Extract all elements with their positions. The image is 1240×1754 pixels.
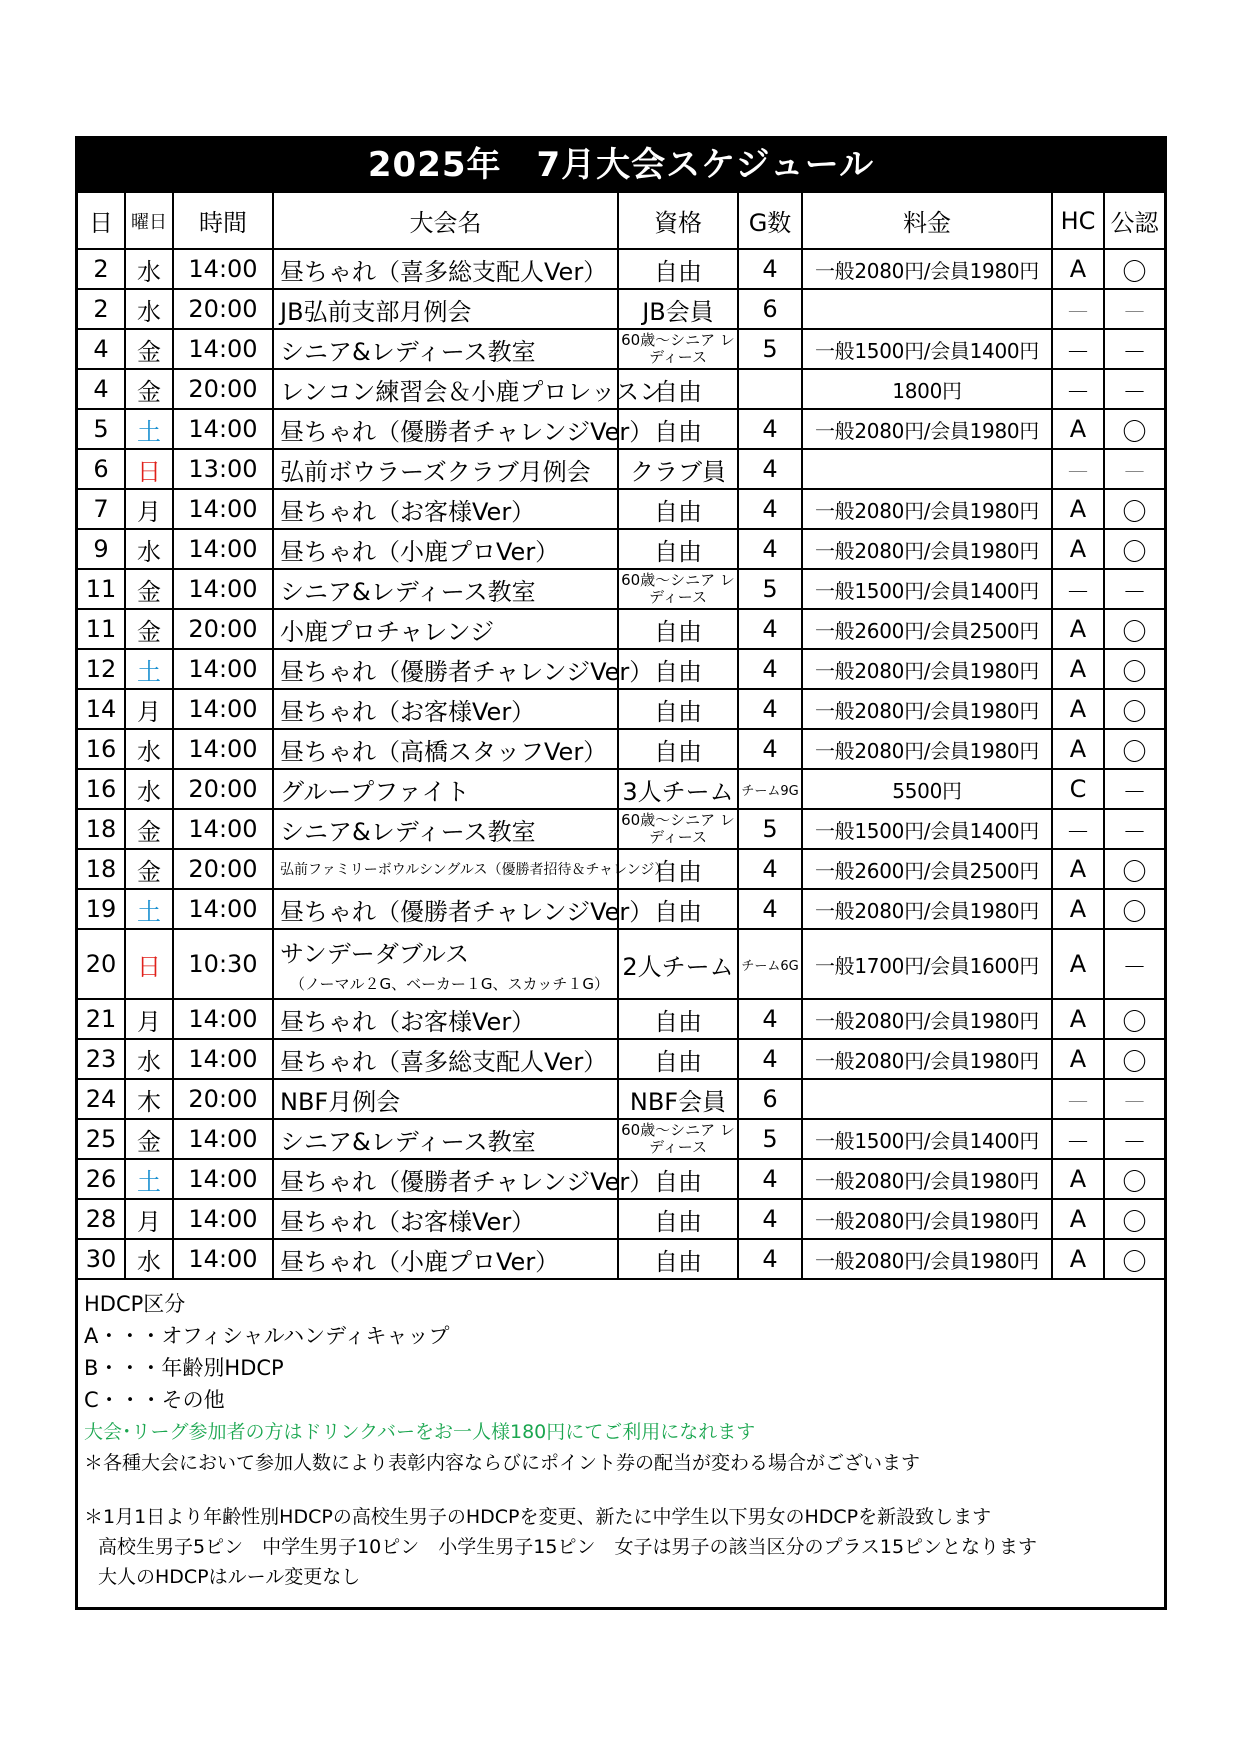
table-row: [78, 849, 1164, 889]
cell-day: 5: [78, 409, 125, 449]
schedule-frame: [75, 136, 1167, 1610]
cell-qualification: 自由: [618, 1199, 738, 1239]
cell-hc: A: [1052, 1199, 1104, 1239]
cell-games: 4: [738, 609, 802, 649]
cell-fee: 一般2080円/会員1980円: [802, 409, 1052, 449]
cell-games: 5: [738, 809, 802, 849]
cell-fee: 一般2600円/会員2500円: [802, 609, 1052, 649]
hdcp-change-note: ＊1月1日より年齢性別HDCPの高校生男子のHDCPを変更、新たに中学生以下男女のHDCPを新設致します: [84, 1506, 992, 1528]
cell-official: 〇: [1104, 249, 1164, 289]
cell-qualification: 60歳～シニア レディース: [618, 329, 738, 369]
table-row: [78, 809, 1164, 849]
header-event-name: 大会名: [273, 192, 618, 249]
table-row: [78, 689, 1164, 729]
hdcp-heading: HDCP区分: [84, 1292, 186, 1316]
cell-time: 13:00: [173, 449, 273, 489]
cell-weekday: 日: [125, 929, 173, 999]
drink-bar-note: 大会･リーグ参加者の方はドリンクバーをお一人様180円にてご利用になれます: [84, 1421, 756, 1443]
header-day: 日: [78, 192, 125, 249]
table-row: [78, 449, 1164, 489]
cell-official: －: [1104, 809, 1164, 849]
hdcp-b: B・・・年齢別HDCP: [84, 1356, 284, 1380]
cell-official: －: [1104, 1079, 1164, 1119]
cell-event-name: シニア&レディース教室: [273, 569, 618, 609]
cell-day: 30: [78, 1239, 125, 1279]
cell-fee: 一般1500円/会員1400円: [802, 569, 1052, 609]
hdcp-a: A・・・オフィシャルハンディキャップ: [84, 1324, 450, 1348]
table-row: [78, 999, 1164, 1039]
cell-fee: 一般2080円/会員1980円: [802, 489, 1052, 529]
schedule-table: [78, 191, 1164, 1280]
table-row: [78, 1239, 1164, 1279]
cell-weekday: 水: [125, 729, 173, 769]
cell-official: 〇: [1104, 1039, 1164, 1079]
cell-fee: 一般2080円/会員1980円: [802, 999, 1052, 1039]
cell-hc: －: [1052, 809, 1104, 849]
table-row: [78, 1119, 1164, 1159]
header-fee: 料金: [802, 192, 1052, 249]
cell-qualification: 60歳～シニア レディース: [618, 1119, 738, 1159]
cell-fee: 一般1500円/会員1400円: [802, 809, 1052, 849]
table-row: [78, 529, 1164, 569]
cell-weekday: 土: [125, 889, 173, 929]
cell-qualification: 自由: [618, 529, 738, 569]
cell-games: 4: [738, 999, 802, 1039]
table-row: [78, 1079, 1164, 1119]
cell-games: 4: [738, 849, 802, 889]
cell-event-name: シニア&レディース教室: [273, 809, 618, 849]
cell-event-name: 昼ちゃれ（お客様Ver）: [273, 689, 618, 729]
cell-time: 14:00: [173, 689, 273, 729]
table-row: [78, 1039, 1164, 1079]
cell-time: 14:00: [173, 1159, 273, 1199]
cell-day: 20: [78, 929, 125, 999]
cell-fee: [802, 449, 1052, 489]
cell-day: 18: [78, 809, 125, 849]
cell-hc: －: [1052, 369, 1104, 409]
cell-event-name: グループファイト: [273, 769, 618, 809]
cell-hc: A: [1052, 1159, 1104, 1199]
cell-day: 19: [78, 889, 125, 929]
cell-official: 〇: [1104, 889, 1164, 929]
cell-weekday: 月: [125, 1199, 173, 1239]
cell-qualification: クラブ員: [618, 449, 738, 489]
cell-weekday: 水: [125, 769, 173, 809]
cell-weekday: 金: [125, 849, 173, 889]
cell-official: －: [1104, 1119, 1164, 1159]
cell-hc: C: [1052, 769, 1104, 809]
cell-qualification: 自由: [618, 489, 738, 529]
cell-weekday: 木: [125, 1079, 173, 1119]
cell-hc: －: [1052, 1119, 1104, 1159]
cell-fee: 5500円: [802, 769, 1052, 809]
cell-games: 4: [738, 889, 802, 929]
header-official: 公認: [1104, 192, 1164, 249]
cell-day: 18: [78, 849, 125, 889]
cell-event-name: NBF月例会: [273, 1079, 618, 1119]
cell-fee: 一般1700円/会員1600円: [802, 929, 1052, 999]
cell-official: －: [1104, 329, 1164, 369]
cell-time: 20:00: [173, 609, 273, 649]
cell-day: 24: [78, 1079, 125, 1119]
cell-time: 20:00: [173, 1079, 273, 1119]
cell-official: －: [1104, 289, 1164, 329]
cell-event-name: シニア&レディース教室: [273, 1119, 618, 1159]
cell-weekday: 金: [125, 329, 173, 369]
cell-official: 〇: [1104, 729, 1164, 769]
cell-day: 9: [78, 529, 125, 569]
table-row: [78, 329, 1164, 369]
cell-hc: －: [1052, 289, 1104, 329]
cell-games: 4: [738, 1239, 802, 1279]
cell-time: 20:00: [173, 849, 273, 889]
cell-official: 〇: [1104, 649, 1164, 689]
cell-games: 4: [738, 409, 802, 449]
cell-weekday: 土: [125, 1159, 173, 1199]
table-row: [78, 249, 1164, 289]
cell-time: 14:00: [173, 529, 273, 569]
cell-official: 〇: [1104, 1239, 1164, 1279]
cell-event-name: 昼ちゃれ（小鹿プロVer）: [273, 529, 618, 569]
hdcp-c: C・・・その他: [84, 1388, 225, 1412]
cell-games: チーム6G: [738, 929, 802, 999]
cell-hc: －: [1052, 329, 1104, 369]
cell-qualification: 3人チーム: [618, 769, 738, 809]
table-row: [78, 769, 1164, 809]
cell-event-name: 小鹿プロチャレンジ: [273, 609, 618, 649]
cell-time: 14:00: [173, 729, 273, 769]
table-row: [78, 609, 1164, 649]
cell-weekday: 金: [125, 609, 173, 649]
cell-fee: 一般1500円/会員1400円: [802, 329, 1052, 369]
cell-time: 14:00: [173, 649, 273, 689]
cell-time: 14:00: [173, 809, 273, 849]
cell-official: 〇: [1104, 609, 1164, 649]
cell-weekday: 水: [125, 1239, 173, 1279]
cell-hc: A: [1052, 249, 1104, 289]
cell-qualification: 自由: [618, 369, 738, 409]
cell-qualification: 自由: [618, 1239, 738, 1279]
cell-official: 〇: [1104, 1199, 1164, 1239]
cell-weekday: 月: [125, 489, 173, 529]
cell-games: 4: [738, 529, 802, 569]
cell-event-name: シニア&レディース教室: [273, 329, 618, 369]
cell-qualification: 自由: [618, 249, 738, 289]
cell-event-name: 昼ちゃれ（優勝者チャレンジVer）: [273, 409, 618, 449]
cell-games: 4: [738, 1159, 802, 1199]
cell-hc: －: [1052, 1079, 1104, 1119]
table-row: [78, 289, 1164, 329]
cell-event-name: 昼ちゃれ（喜多総支配人Ver）: [273, 1039, 618, 1079]
cell-event-name: JB弘前支部月例会: [273, 289, 618, 329]
cell-qualification: 自由: [618, 889, 738, 929]
cell-time: 20:00: [173, 769, 273, 809]
cell-day: 26: [78, 1159, 125, 1199]
cell-weekday: 土: [125, 649, 173, 689]
cell-weekday: 水: [125, 289, 173, 329]
cell-qualification: 60歳～シニア レディース: [618, 569, 738, 609]
cell-event-name: 昼ちゃれ（優勝者チャレンジVer）: [273, 1159, 618, 1199]
cell-event-name: サンデーダブルス （ノーマル２G、ベーカー１G、スカッチ１G）: [273, 929, 618, 999]
cell-fee: 1800円: [802, 369, 1052, 409]
cell-day: 4: [78, 329, 125, 369]
cell-games: 6: [738, 1079, 802, 1119]
cell-games: 5: [738, 569, 802, 609]
cell-fee: [802, 1079, 1052, 1119]
cell-event-name: 昼ちゃれ（優勝者チャレンジVer）: [273, 649, 618, 689]
cell-weekday: 月: [125, 999, 173, 1039]
table-row: [78, 369, 1164, 409]
cell-day: 11: [78, 569, 125, 609]
table-row: [78, 649, 1164, 689]
cell-weekday: 金: [125, 369, 173, 409]
cell-weekday: 土: [125, 409, 173, 449]
cell-weekday: 金: [125, 809, 173, 849]
cell-fee: 一般2080円/会員1980円: [802, 529, 1052, 569]
cell-event-name: 昼ちゃれ（お客様Ver）: [273, 999, 618, 1039]
cell-event-name: 昼ちゃれ（小鹿プロVer）: [273, 1239, 618, 1279]
cell-qualification: 自由: [618, 1159, 738, 1199]
hdcp-adult-note: 大人のHDCPはルール変更なし: [98, 1566, 361, 1588]
cell-day: 16: [78, 769, 125, 809]
cell-weekday: 金: [125, 1119, 173, 1159]
cell-qualification: 自由: [618, 609, 738, 649]
cell-official: －: [1104, 369, 1164, 409]
cell-event-name: 弘前ボウラーズクラブ月例会: [273, 449, 618, 489]
notes-section: [78, 1280, 1164, 1592]
cell-qualification: 自由: [618, 729, 738, 769]
cell-time: 14:00: [173, 889, 273, 929]
table-row: [78, 729, 1164, 769]
cell-event-name: 昼ちゃれ（高橋スタッフVer）: [273, 729, 618, 769]
cell-games: 4: [738, 649, 802, 689]
cell-weekday: 月: [125, 689, 173, 729]
cell-event-name: レンコン練習会＆小鹿プロレッスン: [273, 369, 618, 409]
cell-time: 14:00: [173, 249, 273, 289]
cell-fee: 一般2080円/会員1980円: [802, 1159, 1052, 1199]
cell-day: 21: [78, 999, 125, 1039]
cell-fee: 一般2080円/会員1980円: [802, 729, 1052, 769]
cell-games: 4: [738, 729, 802, 769]
cell-day: 25: [78, 1119, 125, 1159]
hdcp-change-detail: 高校生男子5ピン 中学生男子10ピン 小学生男子15ピン 女子は男子の該当区分のプラス15ピンとなります: [98, 1536, 1038, 1558]
table-row: [78, 569, 1164, 609]
cell-games: 4: [738, 489, 802, 529]
cell-qualification: 自由: [618, 409, 738, 449]
cell-games: 4: [738, 1039, 802, 1079]
cell-day: 16: [78, 729, 125, 769]
cell-event-name: 昼ちゃれ（お客様Ver）: [273, 1199, 618, 1239]
cell-games: 4: [738, 689, 802, 729]
cell-fee: 一般2080円/会員1980円: [802, 689, 1052, 729]
table-row: [78, 489, 1164, 529]
cell-qualification: 自由: [618, 849, 738, 889]
cell-day: 4: [78, 369, 125, 409]
cell-games: 5: [738, 1119, 802, 1159]
cell-fee: 一般2080円/会員1980円: [802, 649, 1052, 689]
cell-day: 14: [78, 689, 125, 729]
header-time: 時間: [173, 192, 273, 249]
header-weekday: 曜日: [125, 192, 173, 249]
cell-day: 2: [78, 249, 125, 289]
cell-official: 〇: [1104, 1159, 1164, 1199]
cell-official: －: [1104, 769, 1164, 809]
cell-hc: A: [1052, 489, 1104, 529]
cell-games: 4: [738, 1199, 802, 1239]
cell-weekday: 水: [125, 529, 173, 569]
header-hc: HC: [1052, 192, 1104, 249]
cell-qualification: 2人チーム: [618, 929, 738, 999]
cell-qualification: 60歳～シニア レディース: [618, 809, 738, 849]
table-row: [78, 929, 1164, 999]
cell-fee: 一般2080円/会員1980円: [802, 889, 1052, 929]
cell-hc: A: [1052, 929, 1104, 999]
cell-official: 〇: [1104, 689, 1164, 729]
cell-fee: 一般1500円/会員1400円: [802, 1119, 1052, 1159]
cell-fee: [802, 289, 1052, 329]
cell-event-subtitle: （ノーマル２G、ベーカー１G、スカッチ１G）: [290, 975, 609, 993]
cell-time: 14:00: [173, 329, 273, 369]
cell-official: －: [1104, 449, 1164, 489]
cell-qualification: 自由: [618, 689, 738, 729]
cell-event-name: 昼ちゃれ（喜多総支配人Ver）: [273, 249, 618, 289]
cell-weekday: 日: [125, 449, 173, 489]
cell-fee: 一般2080円/会員1980円: [802, 249, 1052, 289]
cell-day: 7: [78, 489, 125, 529]
cell-time: 14:00: [173, 1239, 273, 1279]
cell-official: 〇: [1104, 849, 1164, 889]
cell-hc: A: [1052, 729, 1104, 769]
cell-official: 〇: [1104, 529, 1164, 569]
header-games: G数: [738, 192, 802, 249]
cell-games: 4: [738, 449, 802, 489]
award-note: ＊各種大会において参加人数により表彰内容ならびにポイント券の配当が変わる場合がございます: [84, 1452, 921, 1474]
cell-day: 12: [78, 649, 125, 689]
table-header-row: [78, 192, 1164, 249]
cell-hc: A: [1052, 409, 1104, 449]
cell-fee: 一般2080円/会員1980円: [802, 1239, 1052, 1279]
cell-games: 4: [738, 249, 802, 289]
cell-qualification: JB会員: [618, 289, 738, 329]
cell-hc: A: [1052, 649, 1104, 689]
cell-games: チーム9G: [738, 769, 802, 809]
cell-official: 〇: [1104, 409, 1164, 449]
cell-hc: －: [1052, 449, 1104, 489]
cell-time: 14:00: [173, 1119, 273, 1159]
cell-official: －: [1104, 569, 1164, 609]
table-row: [78, 1199, 1164, 1239]
table-body: [78, 249, 1164, 1279]
cell-time: 10:30: [173, 929, 273, 999]
cell-hc: A: [1052, 609, 1104, 649]
cell-official: －: [1104, 929, 1164, 999]
cell-games: 6: [738, 289, 802, 329]
cell-fee: 一般2080円/会員1980円: [802, 1039, 1052, 1079]
cell-hc: A: [1052, 689, 1104, 729]
page-title: 2025年 7月大会スケジュール: [78, 139, 1164, 191]
cell-hc: －: [1052, 569, 1104, 609]
cell-time: 14:00: [173, 1199, 273, 1239]
cell-hc: A: [1052, 849, 1104, 889]
cell-hc: A: [1052, 529, 1104, 569]
cell-time: 14:00: [173, 489, 273, 529]
table-row: [78, 1159, 1164, 1199]
cell-games: 5: [738, 329, 802, 369]
cell-day: 28: [78, 1199, 125, 1239]
cell-event-name: 昼ちゃれ（お客様Ver）: [273, 489, 618, 529]
cell-day: 2: [78, 289, 125, 329]
cell-weekday: 金: [125, 569, 173, 609]
table-row: [78, 889, 1164, 929]
cell-event-name: 昼ちゃれ（優勝者チャレンジVer）: [273, 889, 618, 929]
cell-day: 23: [78, 1039, 125, 1079]
cell-hc: A: [1052, 889, 1104, 929]
cell-time: 14:00: [173, 409, 273, 449]
cell-time: 20:00: [173, 289, 273, 329]
cell-hc: A: [1052, 1239, 1104, 1279]
cell-time: 14:00: [173, 1039, 273, 1079]
cell-fee: 一般2600円/会員2500円: [802, 849, 1052, 889]
header-qualification: 資格: [618, 192, 738, 249]
cell-day: 6: [78, 449, 125, 489]
cell-qualification: NBF会員: [618, 1079, 738, 1119]
table-row: [78, 409, 1164, 449]
cell-official: 〇: [1104, 489, 1164, 529]
cell-hc: A: [1052, 1039, 1104, 1079]
cell-weekday: 水: [125, 249, 173, 289]
cell-weekday: 水: [125, 1039, 173, 1079]
cell-official: 〇: [1104, 999, 1164, 1039]
cell-fee: 一般2080円/会員1980円: [802, 1199, 1052, 1239]
cell-qualification: 自由: [618, 999, 738, 1039]
cell-games: [738, 369, 802, 409]
cell-time: 14:00: [173, 999, 273, 1039]
cell-qualification: 自由: [618, 649, 738, 689]
cell-time: 20:00: [173, 369, 273, 409]
cell-hc: A: [1052, 999, 1104, 1039]
cell-qualification: 自由: [618, 1039, 738, 1079]
cell-time: 14:00: [173, 569, 273, 609]
cell-event-name: 弘前ファミリーボウルシングルス（優勝者招待＆チャレンジ）: [273, 849, 618, 889]
cell-day: 11: [78, 609, 125, 649]
